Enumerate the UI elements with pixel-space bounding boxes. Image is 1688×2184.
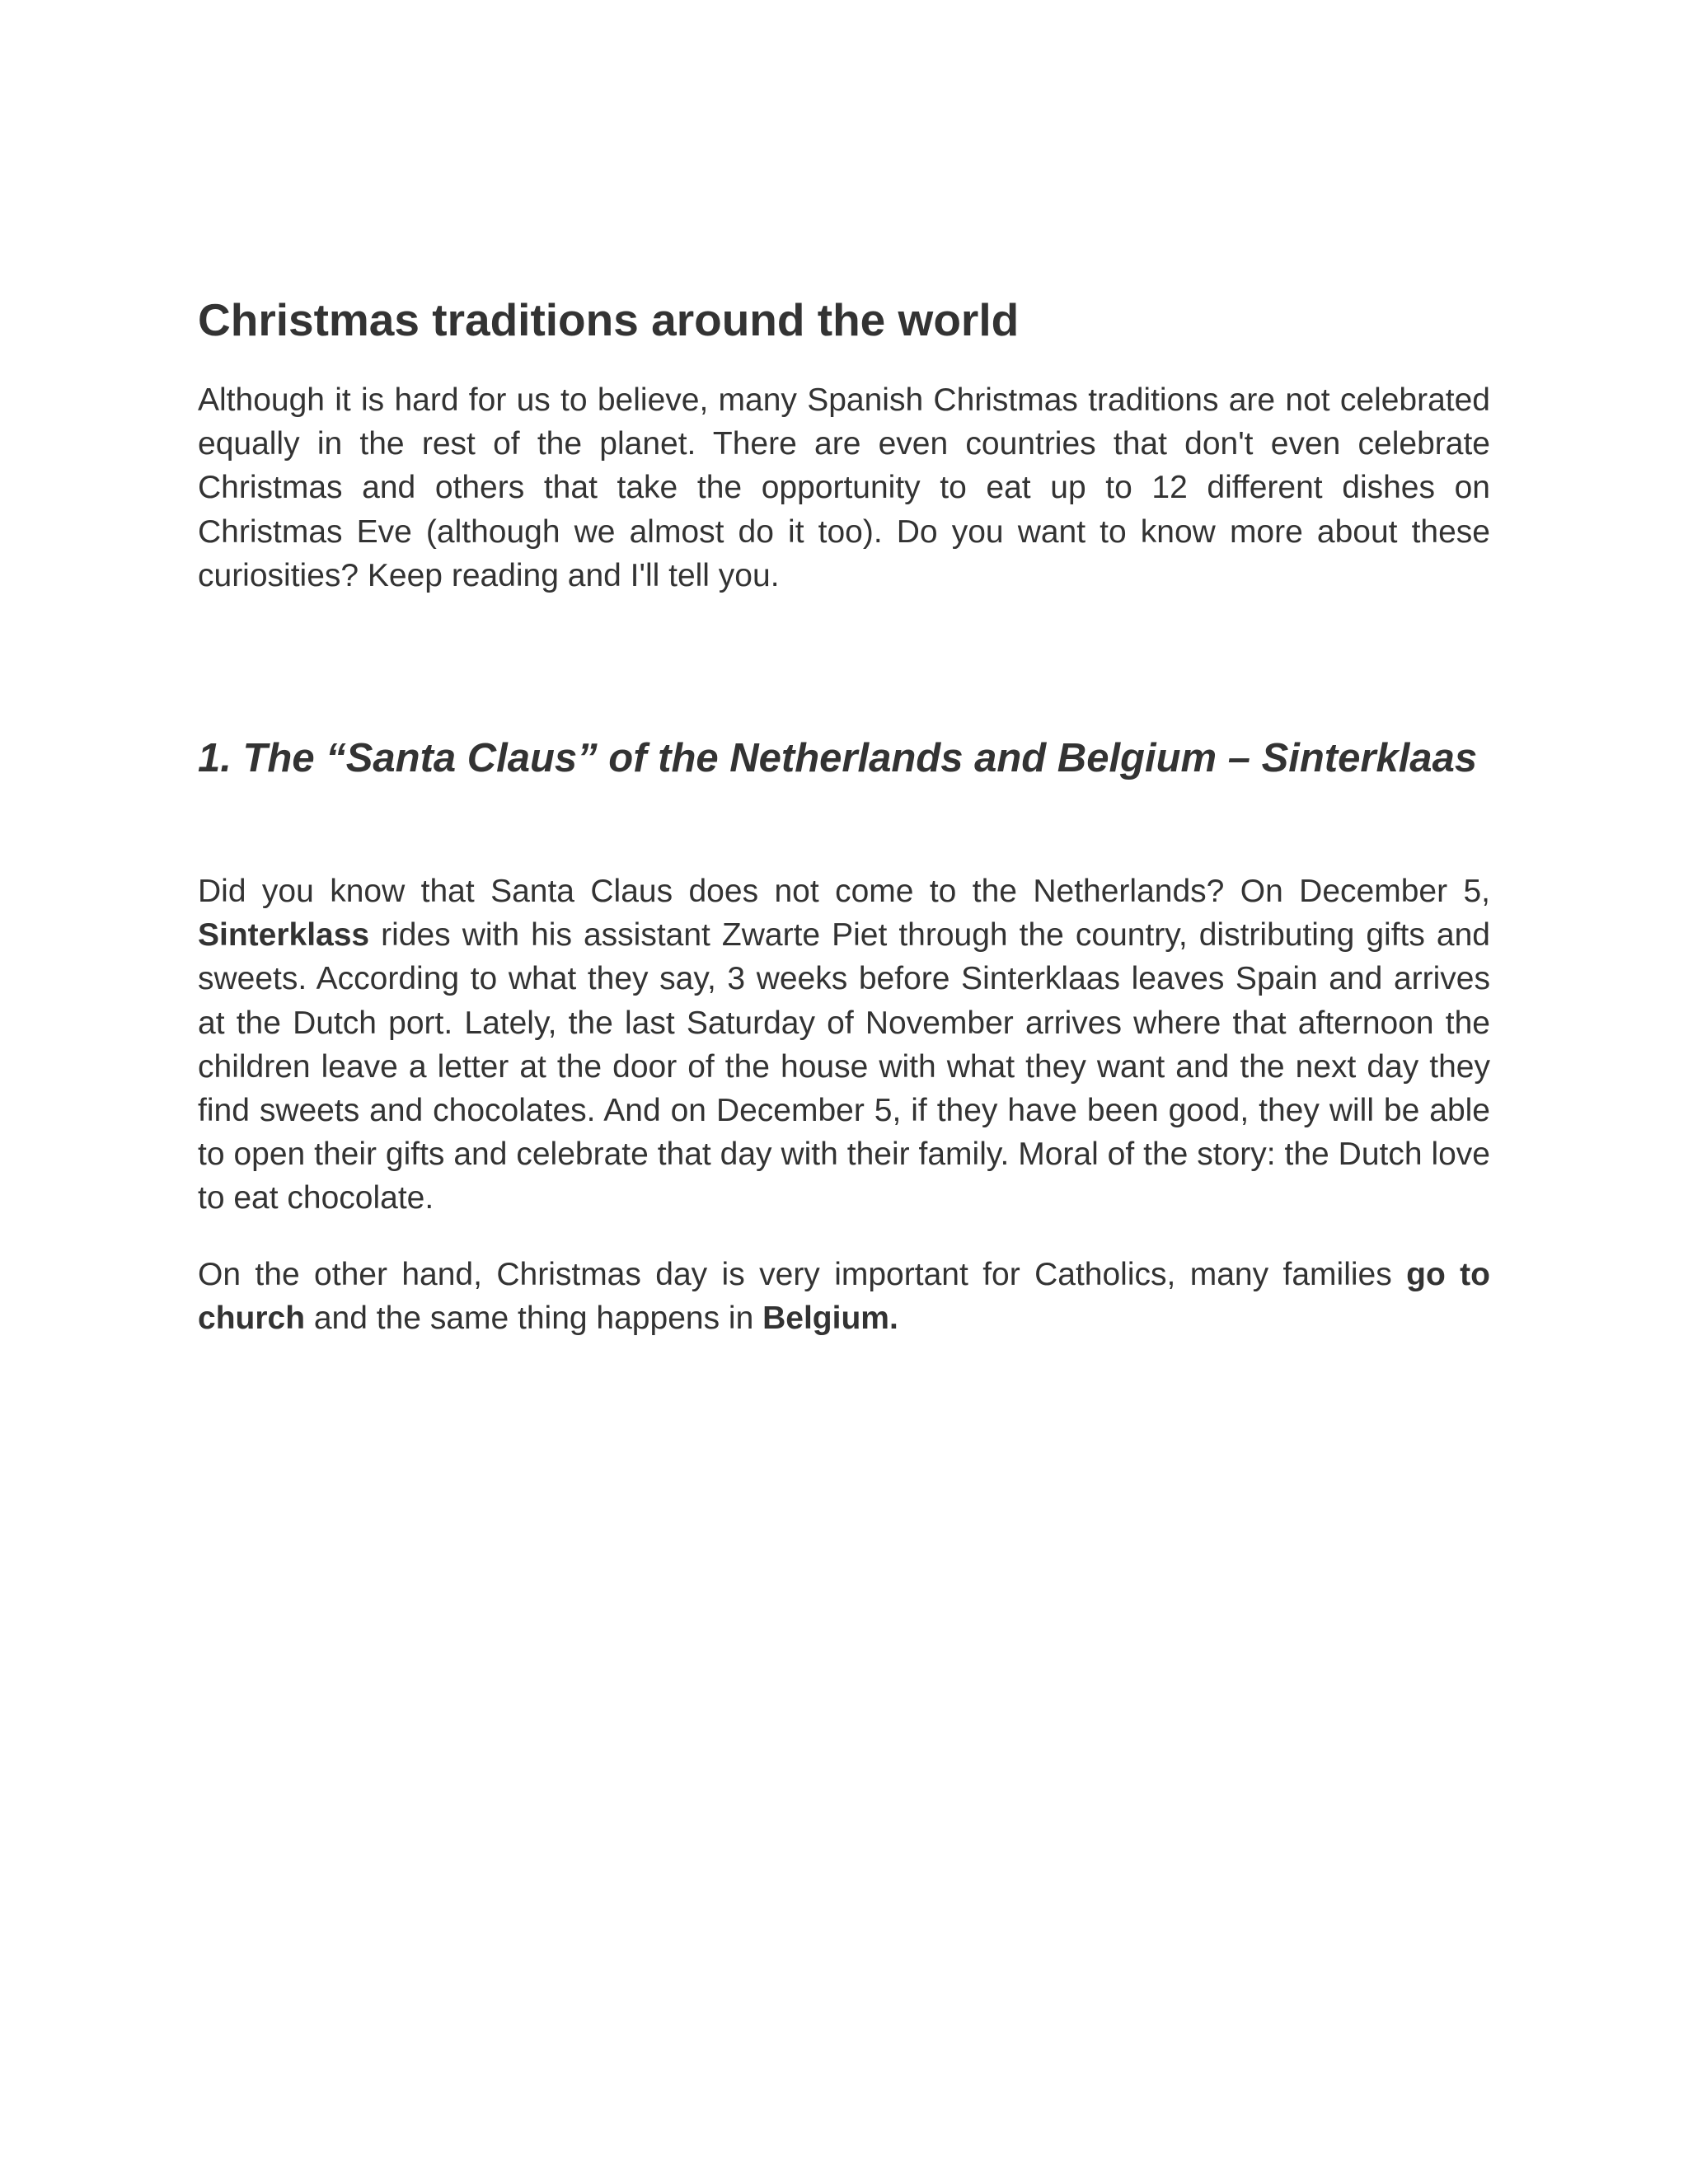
sinterklaas-paragraph — [198, 869, 1490, 1221]
document-page — [198, 0, 1490, 2184]
intro-paragraph: Although it is hard for us to believe, many Spanish Christmas traditions are not celebrated equally in the rest of the planet. There are even countries that don't even celebrate Christmas and others that take the opportunity to eat up to 12 different dishes on Christmas Eve (although we almost do it too). Do you want to know more about these curiosities? Keep reading and I'll tell you. — [198, 382, 1490, 593]
document-title: Christmas traditions around the world — [198, 294, 1020, 345]
sinterklaas-text-start: Did you know that Santa Claus does not come to the Netherlands? On December 5, — [198, 874, 1490, 909]
sinterklass-bold: Sinterklass — [198, 917, 370, 954]
belgium-bold: Belgium. — [762, 1301, 898, 1337]
catholics-paragraph — [198, 1253, 1490, 1340]
go-to-church-bold: go to church — [198, 1257, 1490, 1337]
catholics-text-start: On the other hand, Christmas day is very important for Catholics, many families — [198, 1257, 1407, 1292]
catholics-text-middle: and the same thing happens in — [305, 1301, 763, 1337]
sinterklaas-text-rest: rides with his assistant Zwarte Piet through the country, distributing gifts and sweets. According to what they say, 3 weeks before Sinterklaas leaves Spain and arrives at the Dutch port. Lately, the last Saturday of November arrives where that afternoon the children leave a letter at the door of the house with what they want and the next day they find sweets and chocolates. And on December 5, if they have been good, they will be able to open their gifts and celebrate that day with their family. Moral of the story: the Dutch love to eat chocolate. — [198, 917, 1490, 1216]
section-heading-sinterklaas: 1. The “Santa Claus” of the Netherlands and Belgium – Sinterklaas — [198, 736, 1478, 780]
